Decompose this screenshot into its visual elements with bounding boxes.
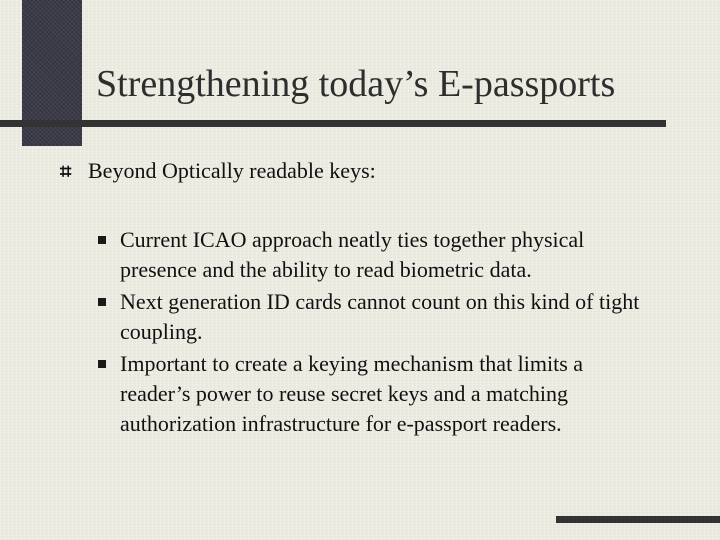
square-bullet-icon: [98, 360, 106, 368]
title-underline-rule: [0, 120, 666, 127]
level1-bullet-item: [60, 156, 700, 186]
list-item: [98, 287, 658, 347]
sub-bullet-list: [98, 225, 658, 441]
list-item: [98, 349, 658, 439]
list-item: [98, 225, 658, 285]
list-item-text: Current ICAO approach neatly ties together physical presence and the ability to read biometric data.: [120, 227, 585, 282]
list-item-text: Important to create a keying mechanism that limits a reader’s power to reuse secret keys and a matching authorization infrastructure for e-passport readers.: [120, 351, 584, 436]
slide-title: Strengthening today’s E-passports: [96, 63, 616, 105]
hash-bullet-icon: ⌗: [60, 159, 72, 183]
list-item-text: Next generation ID cards cannot count on this kind of tight coupling.: [120, 289, 640, 344]
bottom-accent-rule: [556, 516, 720, 523]
level1-bullet-text: Beyond Optically readable keys:: [88, 158, 376, 183]
square-bullet-icon: [98, 298, 106, 306]
square-bullet-icon: [98, 236, 106, 244]
